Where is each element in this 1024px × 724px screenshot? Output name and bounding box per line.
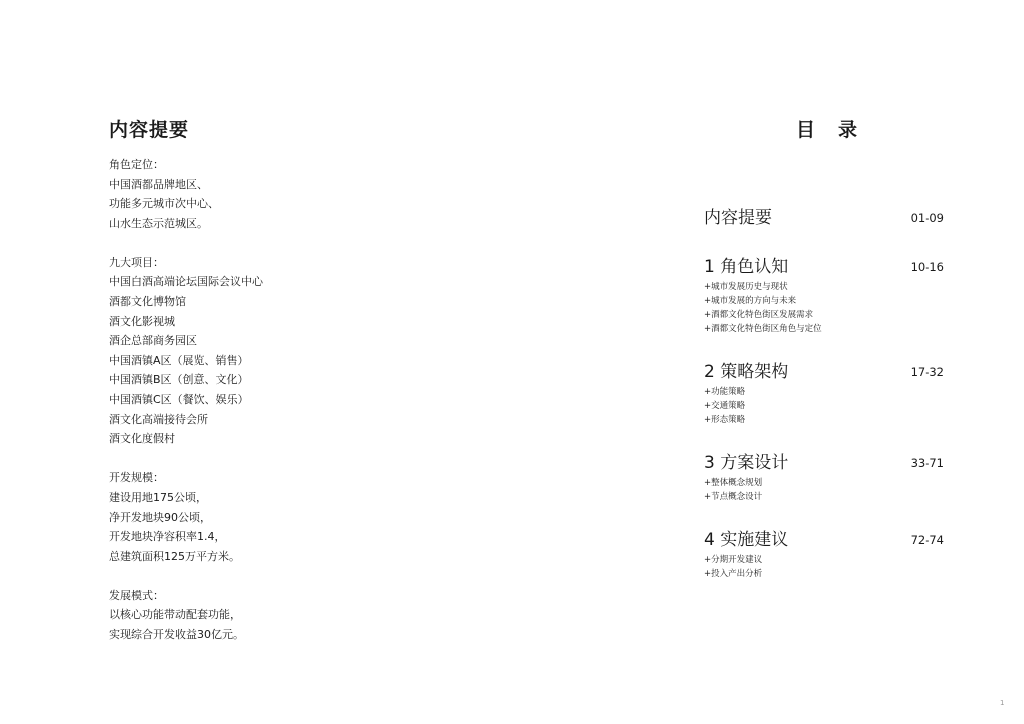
summary-line: 酒文化度假村 [109,432,175,446]
toc-entry[interactable] [704,451,944,504]
summary-line: 酒文化影视城 [109,314,175,328]
summary-section-heading: 开发规模： [109,471,164,485]
toc-subitem: +城市发展的方向与未来 [704,296,797,306]
toc-subitem: +酒都文化特色街区发展需求 [704,310,814,320]
toc-entry-pages: 10-16 [910,260,944,274]
summary-line: 酒企总部商务园区 [109,334,197,348]
toc-entry-row [704,451,944,475]
summary-line: 建设用地175公顷， [109,490,207,504]
toc-entry-row [704,206,944,230]
summary-section-heading: 角色定位： [109,158,164,171]
toc-subitems [704,385,944,427]
summary-section [109,468,439,566]
toc-entry-title: 3 方案设计 [704,453,789,473]
toc-entry-pages: 33-71 [910,456,944,470]
toc-subitem: +交通策略 [704,401,746,411]
summary-sections [109,155,439,645]
toc-entry-pages: 72-74 [910,533,944,547]
summary-section-heading: 九大项目： [109,255,164,269]
toc-subitems [704,476,944,504]
page-number: 1 [1000,699,1005,707]
summary-line: 酒文化高端接待会所 [109,412,208,426]
summary-line: 中国酒镇A区（展览、销售） [109,353,249,367]
toc-subitem: +整体概念规划 [704,478,763,488]
toc-subitems [704,553,944,581]
summary-line: 中国白酒高端论坛国际会议中心 [109,275,263,289]
toc-entry-title: 2 策略架构 [704,362,789,382]
toc-entry-title: 1 角色认知 [704,257,789,277]
summary-line: 酒都文化博物馆 [109,295,186,309]
toc-entry-pages: 17-32 [910,365,944,379]
summary-line: 中国酒镇C区（餐饮、娱乐） [109,393,249,407]
toc-entry[interactable] [704,206,944,230]
toc-entry-title: 4 实施建议 [704,530,789,550]
toc-heading [796,117,858,143]
summary-line: 中国酒都品牌地区、 [109,177,208,191]
toc-subitem: +城市发展历史与现状 [704,282,788,292]
toc-heading-right: 录 [838,119,859,141]
toc-entry-title: 内容提要 [704,208,772,228]
toc-entry-row [704,528,944,552]
toc-entry[interactable] [704,360,944,427]
toc-subitem: +酒都文化特色街区角色与定位 [704,324,822,334]
toc-heading-left: 目 [796,119,817,141]
summary-title: 内容提要 [109,119,190,141]
toc-subitem: +节点概念设计 [704,492,763,502]
toc-subitem: +投入产出分析 [704,569,763,579]
toc-subitem: +功能策略 [704,387,746,397]
toc-entry-pages: 01-09 [910,211,944,225]
toc-entry[interactable] [704,255,944,336]
summary-line: 山水生态示范城区。 [109,216,208,230]
toc-entry-row [704,360,944,384]
summary-line: 开发地块净容积率1.4， [109,530,226,544]
summary-line: 净开发地块90公顷， [109,510,211,524]
summary-line: 以核心功能带动配套功能， [109,608,241,622]
summary-line: 功能多元城市次中心、 [109,197,219,211]
summary-section-heading: 发展模式： [109,588,164,602]
summary-line: 总建筑面积125万平方米。 [109,549,240,563]
summary-section [109,253,439,449]
summary-section [109,586,439,645]
toc-subitems [704,280,944,336]
toc-subitem: +形态策略 [704,415,746,425]
toc-subitem: +分期开发建议 [704,555,763,565]
toc-entry-row [704,255,944,279]
summary-line: 实现综合开发收益30亿元。 [109,627,244,641]
summary-panel [109,117,439,645]
summary-section [109,155,439,233]
toc-entry[interactable] [704,528,944,581]
summary-line: 中国酒镇B区（创意、文化） [109,373,249,387]
